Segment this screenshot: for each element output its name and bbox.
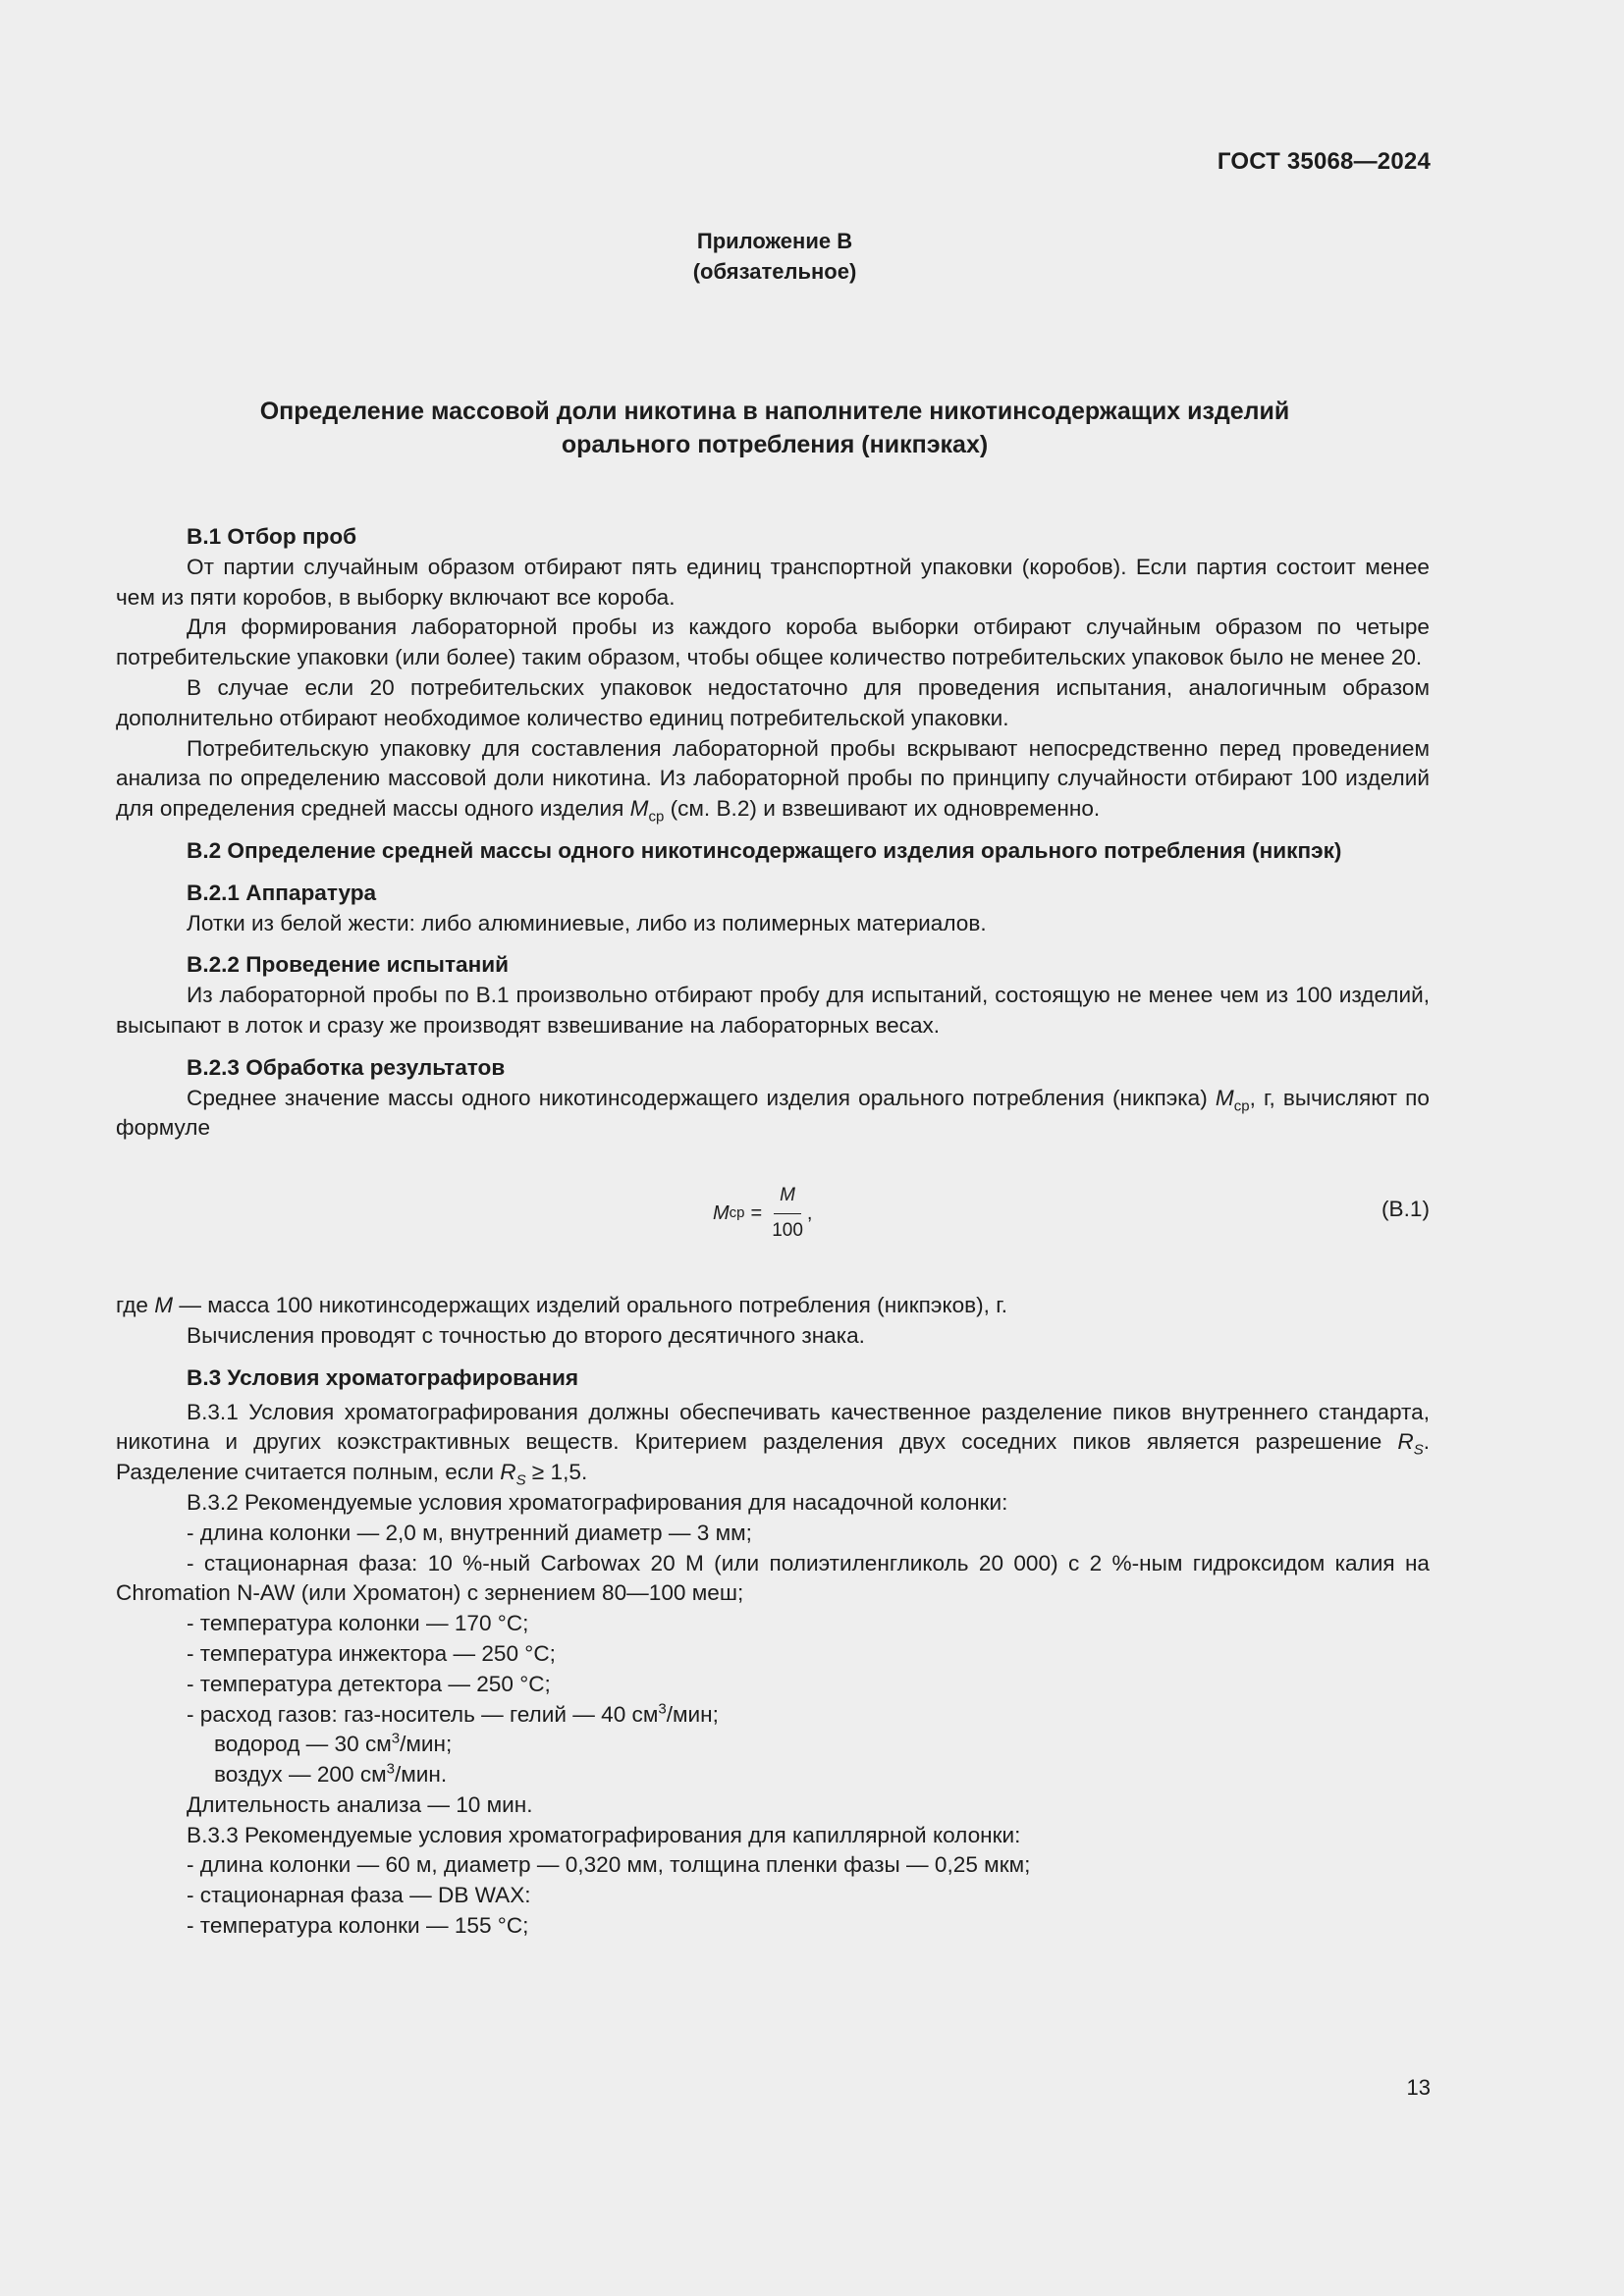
list-item: - длина колонки — 60 м, диаметр — 0,320 мм, толщина пленки фазы — 0,25 мкм; bbox=[187, 1852, 1031, 1878]
list-item: - температура инжектора — 250 °С; bbox=[187, 1640, 556, 1666]
page-number: 13 bbox=[1406, 2075, 1431, 2100]
list-continuation bbox=[116, 1760, 1430, 1790]
subscript bbox=[1414, 1442, 1424, 1459]
symbol: M bbox=[154, 1293, 174, 1318]
text-run: ≥ 1,5. bbox=[525, 1460, 588, 1485]
paragraph bbox=[116, 1398, 1430, 1488]
title-line-2: орального потребления (никпэках) bbox=[561, 431, 989, 458]
subscript-symbol: S bbox=[1413, 1441, 1424, 1459]
paragraph: Вычисления проводят с точностью до второго десятичного знака. bbox=[187, 1322, 865, 1348]
text-run: /мин; bbox=[666, 1701, 719, 1727]
paragraph: Для формирования лабораторной пробы из каждого короба выборки отбирают случайным образом по четыре потребительские упаковки (или более) таким образом, чтобы общее количество потребительских упаковок было не менее 20. bbox=[116, 614, 1430, 670]
paragraph bbox=[116, 1084, 1430, 1145]
formula-lhs: M bbox=[713, 1202, 730, 1225]
subscript: ср bbox=[1233, 1097, 1250, 1115]
paragraph: Из лабораторной пробы по В.1 произвольно отбирают пробу для испытаний, состоящую не менее чем из 100 изделий, высыпают в лоток и сразу же производят взвешивание на лабораторных весах. bbox=[116, 983, 1430, 1038]
symbol: R bbox=[500, 1460, 516, 1485]
formula-comma: , bbox=[806, 1202, 813, 1225]
text-run: В.3.1 Условия хроматографирования должны обеспечивать качественное разделение пиков внутреннего стандарта, никотина и других коэкстрактивных веществ. Критерием разделения двух соседних пиков является разрешение bbox=[116, 1399, 1430, 1455]
subscript bbox=[516, 1472, 526, 1489]
formula-expression: M ср = $\frac{M}{100}$ , bbox=[713, 1181, 812, 1247]
list-item: - стационарная фаза: 10 %-ный Carbowax 20 M (или полиэтиленгликоль 20 000) с 2 %-ным гидроксидом калия на Chromation N-AW (или Хроматон) с зернением 80—100 меш; bbox=[116, 1550, 1430, 1606]
formula-denominator: 100 bbox=[772, 1219, 803, 1241]
paragraph: Лотки из белой жести: либо алюминиевые, либо из полимерных материалов. bbox=[187, 910, 987, 935]
list-item: - температура детектора — 250 °С; bbox=[187, 1671, 551, 1696]
paragraph: В.3.3 Рекомендуемые условия хроматографирования для капиллярной колонки: bbox=[187, 1822, 1021, 1847]
text-run: Среднее значение массы одного никотинсодержащего изделия орального потребления (никпэка) bbox=[187, 1085, 1216, 1110]
symbol: M bbox=[1215, 1085, 1234, 1110]
text-run: воздух — 200 см bbox=[214, 1762, 387, 1788]
list-item: - температура колонки — 155 °С; bbox=[187, 1913, 529, 1939]
text-run: , г, вычисляют по формуле bbox=[116, 1085, 1430, 1141]
appendix-status: (обязательное) bbox=[692, 259, 857, 284]
text-run: . Разделение считается полным, если bbox=[116, 1429, 1430, 1485]
formula-b1 bbox=[116, 1144, 1430, 1291]
formula-equals: = bbox=[750, 1202, 763, 1225]
section-heading-b3: В.3 Условия хроматографирования bbox=[187, 1364, 579, 1390]
appendix-title bbox=[0, 395, 1549, 461]
superscript: 3 bbox=[391, 1730, 401, 1747]
paragraph: В случае если 20 потребительских упаковок недостаточно для проведения испытания, аналогичным образом дополнительно отбирают необходимое количество единиц потребительской упаковки. bbox=[116, 674, 1430, 730]
symbol: M bbox=[629, 796, 649, 822]
subscript-symbol: S bbox=[515, 1471, 526, 1489]
section-heading-b21: В.2.1 Аппаратура bbox=[187, 880, 377, 905]
symbol: R bbox=[1397, 1429, 1414, 1455]
paragraph bbox=[116, 1291, 1430, 1321]
appendix-heading bbox=[0, 226, 1549, 287]
list-continuation bbox=[116, 1730, 1430, 1760]
subscript: ср bbox=[648, 808, 665, 826]
text-run: где bbox=[116, 1293, 155, 1318]
title-line-1: Определение массовой доли никотина в наполнителе никотинсодержащих изделий bbox=[259, 398, 1290, 425]
superscript: 3 bbox=[658, 1699, 667, 1717]
document-body bbox=[116, 522, 1430, 1942]
paragraph bbox=[116, 734, 1430, 825]
text-run: (см. В.2) и взвешивают их одновременно. bbox=[664, 796, 1101, 822]
section-heading-b2: В.2 Определение средней массы одного никотинсодержащего изделия орального потребления (никпэк) bbox=[187, 837, 1342, 863]
section-heading-b1: В.1 Отбор проб bbox=[187, 524, 357, 549]
section-heading-b23: В.2.3 Обработка результатов bbox=[187, 1054, 506, 1080]
list-item: - длина колонки — 2,0 м, внутренний диаметр — 3 мм; bbox=[187, 1520, 752, 1545]
formula-number: (В.1) bbox=[1381, 1197, 1430, 1222]
section-heading-b22: В.2.2 Проведение испытаний bbox=[187, 952, 510, 978]
text-run: - расход газов: газ-носитель — гелий — 40 см bbox=[187, 1701, 659, 1727]
formula-numerator: M bbox=[774, 1181, 801, 1214]
paragraph: От партии случайным образом отбирают пять единиц транспортной упаковки (коробов). Если партия состоит менее чем из пяти коробов, в выборку включают все короба. bbox=[116, 554, 1430, 610]
superscript: 3 bbox=[386, 1760, 395, 1778]
text-run: /мин; bbox=[400, 1732, 453, 1757]
text-run: Потребительскую упаковку для составления лабораторной пробы вскрывают непосредственно перед проведением анализа по определению массовой доли никотина. Из лабораторной пробы по принципу случайности отбирают 100 изделий для определения средней массы одного изделия bbox=[116, 735, 1430, 822]
list-item: - температура колонки — 170 °С; bbox=[187, 1611, 529, 1636]
formula-fraction bbox=[772, 1181, 803, 1247]
appendix-label: Приложение В bbox=[696, 229, 853, 253]
text-run: водород — 30 см bbox=[214, 1732, 392, 1757]
list-item bbox=[116, 1700, 1430, 1731]
list-item: - стационарная фаза — DB WAX: bbox=[187, 1883, 531, 1908]
paragraph: Длительность анализа — 10 мин. bbox=[187, 1791, 533, 1817]
standard-id: ГОСТ 35068—2024 bbox=[1217, 148, 1431, 175]
paragraph: В.3.2 Рекомендуемые условия хроматографирования для насадочной колонки: bbox=[187, 1489, 1008, 1515]
text-run: — масса 100 никотинсодержащих изделий орального потребления (никпэков), г. bbox=[173, 1293, 1007, 1318]
text-run: /мин. bbox=[395, 1762, 448, 1788]
